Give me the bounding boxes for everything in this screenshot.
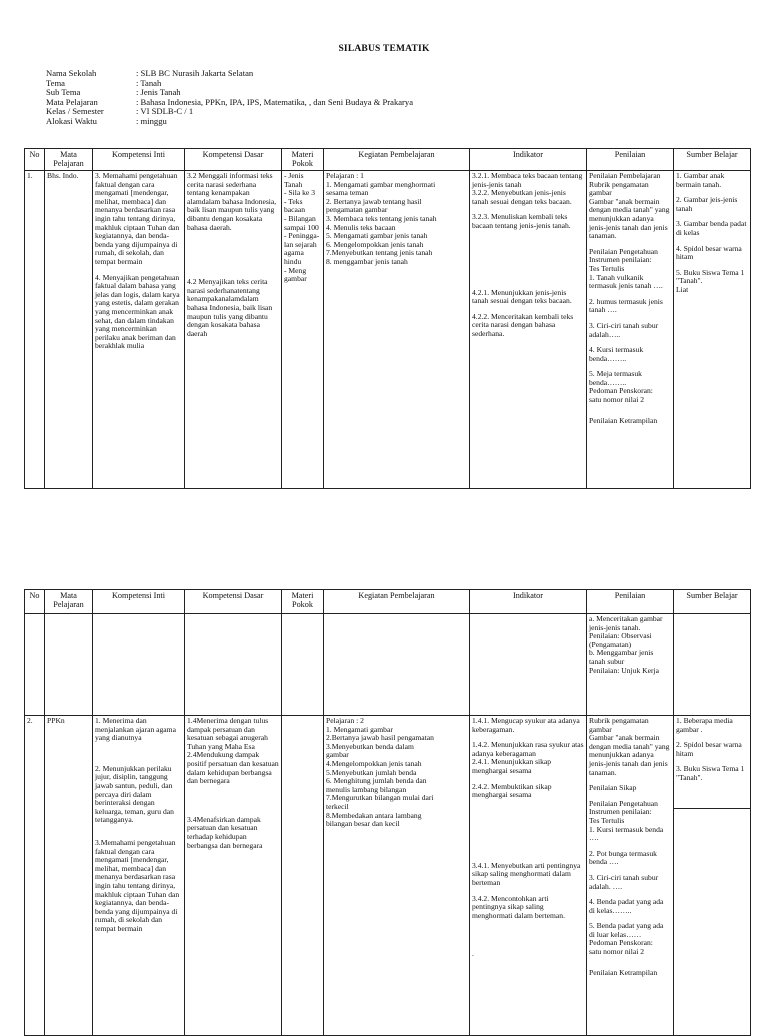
cell-penilaian [587,716,674,1036]
sumber-item: 1. Gambar anak bermain tanah. [676,171,725,189]
header-kegiatan: Kegiatan Pembelajaran [324,590,470,614]
cell-materi-pokok [282,171,324,489]
header-kompetensi-dasar: Kompetensi Dasar [185,590,282,614]
sumber-item: 2. Spidol besar warna hitam [676,740,742,758]
meta-label: Tema [46,77,65,88]
penilaian-item: Penilaian Ketrampilan [589,967,658,977]
cell-kompetensi-dasar [185,716,282,1036]
kd-item: 1.4Menerima dengan tulus dampak persatuan dan kesatuan sebagai anugerah Tuhan yang Maha Esa 2.4Mendukung dampak positif persatuan dan kesatuan dalam kehidupan berbangsa dan bernegara [187,716,279,786]
cell-sumber-belajar [674,171,751,489]
header-penilaian: Penilaian [587,590,674,614]
syllabus-table-page-2 [24,589,751,1036]
meta-label: Mata Pelajaran [46,96,98,107]
indikator-item: 3.4.1. Menyebutkan arti pentingnya sikap saling menghormati dalam berteman [472,860,581,887]
sumber-box [674,716,750,809]
ki-item: 3. Memahami pengetahuan faktual dengan cara mengamati [mendengar, melihat, membaca] dan menanya berdasarkan rasa ingin tahu tentang dirinya, makhluk ciptaan Tuhan dan kegiatannya, dan benda-benda yang dijumpainya di rumah, di sekolah, dan tempat bermain [95,171,180,266]
cell-indikator [470,614,587,716]
sumber-item: 5. Buku Siswa Tema 1 "Tanah". Liat [676,267,745,294]
cell-mata-pelajaran: PPKn [45,716,93,1036]
cell-penilaian [587,171,674,489]
meta-value: : Bahasa Indonesia, PPKn, IPA, IPS, Matematika, , dan Seni Budaya & Prakarya [136,96,414,107]
document-title: SILABUS TEMATIK [338,44,430,54]
sumber-item: 3. Buku Siswa Tema 1 "Tanah". [676,764,745,782]
meta-label: Sub Tema [46,87,81,98]
kegiatan-item: Pelajaran : 2 1. Mengamati gambar 2.Bertanya jawab hasil pengamatan 3.Menyebutkan benda dalam gambar 4.Mengelompokkan jenis tanah 5.Menyebutkan jumlah benda 6. Menghitung jumlah benda dan menulis lambang bilangan 7.Mengurutkan bilangan mulai dari terkecil 8.Membedakan antara lambang bilangan besar dan kecil [326,716,434,829]
header-sumber-belajar: Sumber Belajar [674,590,751,614]
header-mata-pelajaran: Mata Pelajaran [45,149,93,171]
kd-item: 3.2 Menggali informasi teks cerita narasi sederhana tentang kenampakan alamdalam bahasa Indonesia, baik lisan maupun tulis yang dibantu dengan kosakata bahasa daerah. [187,171,277,232]
meta-row [46,117,413,127]
cell-materi-pokok [282,614,324,716]
cell-mata-pelajaran [45,614,93,716]
sumber-item: 4. Spidol besar warna hitam [676,243,742,262]
sumber-item: 3. Gambar benda padat di kelas [676,219,747,237]
cell-kompetensi-inti [93,614,185,716]
meta-value: : minggu [136,115,167,126]
indikator-item: 1.4.1. Mengucap syukur ata adanya keberagaman. [472,716,580,734]
kd-item: 3.4Menafsirkan dampak persatuan dan kesatuan terhadap kehidupan berbangsa dan bernegara [187,814,263,850]
header-no: No [25,149,45,171]
penilaian-item: Rubrik pengamatan gambar Gambar "anak bermain dengan media tanah" yang menunjukkan adanya jenis-jenis tanah dan jenis tanaman. [589,716,670,777]
penilaian-item: Penilaian Pengetahuan Instrumen penilaian: Tes Tertulis 1. Kursi termasuk benda …. [589,798,664,843]
header-sumber-belajar: Sumber Belajar [674,149,751,171]
header-kompetensi-inti: Kompetensi Inti [93,149,185,171]
cell-no: 1. [25,171,45,489]
cell-materi-pokok [282,716,324,1036]
indikator-item: 3.2.3. Menuliskan kembali teks bacaan tentang jenis-jenis tanah. [472,212,571,230]
meta-row [46,107,413,117]
meta-label: Alokasi Waktu [46,115,97,126]
cell-kompetensi-dasar [185,614,282,716]
penilaian-item: Penilaian Sikap [589,783,637,793]
sumber-item: 2. Gambar jeis-jenis tanah [676,195,738,213]
penilaian-item: 4. Benda padat yang ada di kelas…….. [589,897,664,915]
syllabus-meta [46,69,413,127]
header-kompetensi-inti: Kompetensi Inti [93,590,185,614]
penilaian-item: a. Menceritakan gambar jenis-jenis tanah. Penilaian: Observasi (Pengamatan) b. Menggambar jenis tanah subur Penilaian: Unjuk Kerja [589,614,663,675]
table-header-row [25,149,751,171]
penilaian-item: Penilaian Pembelajaran Rubrik pengamatan gambar Gambar "anak bermain dengan media tanah" yang menunjukkan adanya jenis-jenis tanah dan jenis tanaman. [589,171,670,241]
kegiatan-item: Pelajaran : 1 1. Mengamati gambar menghormati sesama teman 2. Bertanya jawab tentang hasil pengamatan gambar 3. Membaca teks tentang jenis tanah 4. Menulis teks bacaan 5. Mengamati gambar jenis tanah 6. Mengelompokkan jenis tanah 7.Menyebutkan tentang jenis tanah 8. menggambar jenis tanah [326,171,437,266]
ki-item: 1. Menerima dan menjalankan ajaran agama yang dianutnya [95,716,176,743]
meta-value: : SLB BC Nurasih Jakarta Selatan [136,68,254,78]
meta-label: Kelas / Semester [46,106,104,117]
cell-indikator [470,171,587,489]
meta-label: Nama Sekolah [46,68,97,78]
header-penilaian: Penilaian [587,149,674,171]
header-indikator: Indikator [470,149,587,171]
header-kompetensi-dasar: Kompetensi Dasar [185,149,282,171]
cell-no: 2. [25,716,45,1036]
cell-no [25,614,45,716]
indikator-item: 2.4.2. Membuktikan sikap menghargai sesama [472,781,552,800]
penilaian-item: 5. Benda padat yang ada di luar kelas…… Pedoman Penskoran: satu nomor nilai 2 [589,921,664,957]
cell-kegiatan [324,614,470,716]
table-header-row [25,590,751,614]
sumber-item: 1. Beberapa media gambar . [676,716,733,734]
penilaian-item: 3. Ciri-ciri tanah subur adalah….. [589,320,659,339]
table-row-continued [25,614,751,716]
penilaian-item: 5. Meja termasuk benda…….. Pedoman Penskoran: satu nomor nilai 2 [589,369,653,405]
cell-sumber-belajar [674,614,751,716]
cell-kompetensi-inti [93,171,185,489]
header-materi-pokok: Materi Pokok [282,149,324,171]
penilaian-item: 3. Ciri-ciri tanah subur adalah. …. [589,872,659,891]
meta-value: : Tanah [136,77,162,88]
cell-penilaian [587,614,674,716]
syllabus-table-page-1 [24,148,751,489]
kd-item: 4.2 Menyajikan teks cerita narasi sederhanatentang kenampakanalamdalam bahasa Indonesia, baik lisan maupun tulis yang dibantu dengan kosakata bahasa daerah [187,277,273,338]
header-mata-pelajaran: Mata Pelajaran [45,590,93,614]
meta-row [46,69,413,79]
meta-value: : Jenis Tanah [136,87,181,98]
indikator-item: . [472,949,474,959]
indikator-item: 4.2.2. Menceritakan kembali teks cerita narasi dengan bahasa sederhana. [472,311,574,338]
cell-kegiatan [324,716,470,1036]
header-indikator: Indikator [470,590,587,614]
penilaian-item: 4. Kursi termasuk benda…….. [589,345,644,363]
header-no: No [25,590,45,614]
cell-kompetensi-dasar [185,171,282,489]
cell-mata-pelajaran: Bhs. Indo. [45,171,93,489]
table-row [25,171,751,489]
cell-kegiatan [324,171,470,489]
penilaian-item: Penilaian Pengetahuan Instrumen penilaian: Tes Tertulis 1. Tanah vulkanik termasuk jenis tanah …. [589,246,663,291]
indikator-item: 4.2.1. Menunjukkan jenis-jenis tanah sesuai dengan teks bacaan. [472,287,572,306]
meta-value: : VI SDLB-C / 1 [136,106,194,117]
ki-item: 2. Menunjukkan perilaku jujur, disiplin, tanggung jawab santun, peduli, dan percaya diri dalam berinteraksi dengan keluarga, teman, guru dan tetangganya. [95,763,174,825]
ki-item: 4. Menyajikan pengetahuan faktual dalam bahasa yang jelas dan logis, dalam karya yang estetis, dalam gerakan yang mencerminkan anak sehat, dan dalam tindakan yang mencerminkan perilaku anak beriman dan berakhlak mulia [95,272,180,351]
cell-indikator [470,716,587,1036]
header-kegiatan: Kegiatan Pembelajaran [324,149,470,171]
penilaian-item: Penilaian Ketrampilan [589,415,658,425]
meta-row [46,79,413,89]
indikator-item: 3.2.1. Membaca teks bacaan tentang jenis-jenis tanah 3.2.2. Menyebutkan jenis-jenis tanah sesuai dengan teks bacaan. [472,171,583,206]
ki-item: 3.Memahami pengetahuan faktual dengan cara mengamati [mendengar, melihat, membaca] dan menanya berdasarkan rasa ingin tahu tentang dirinya, makhluk ciptaan Tuhan dan kegiatannya, dan benda-benda yang dijumpainya di rumah, di sekolah dan tempat bermain [95,837,180,933]
cell-kompetensi-inti [93,716,185,1036]
materi-item: - Jenis Tanah - Sila ke 3 - Teks bacaan - Bilangan sampai 100 - Peningga- lan sejarah agama hindu - Meng gambar [284,171,320,284]
penilaian-item: 2. Pot bunga termasuk benda …. [589,848,657,867]
indikator-item: 3.4.2. Mencontohkan arti pentingnya sikap saling menghormati dalam berteman. [472,893,565,920]
penilaian-item: 2. humus termasuk jenis tanah …. [589,296,663,315]
cell-sumber-belajar [674,716,751,1036]
header-materi-pokok: Materi Pokok [282,590,324,614]
table-row [25,716,751,1036]
indikator-item: 1.4.2. Menunjukkan rasa syukur atas adanya keberagaman 2.4.1. Menunjukkan sikap menghargai sesama [472,740,584,775]
